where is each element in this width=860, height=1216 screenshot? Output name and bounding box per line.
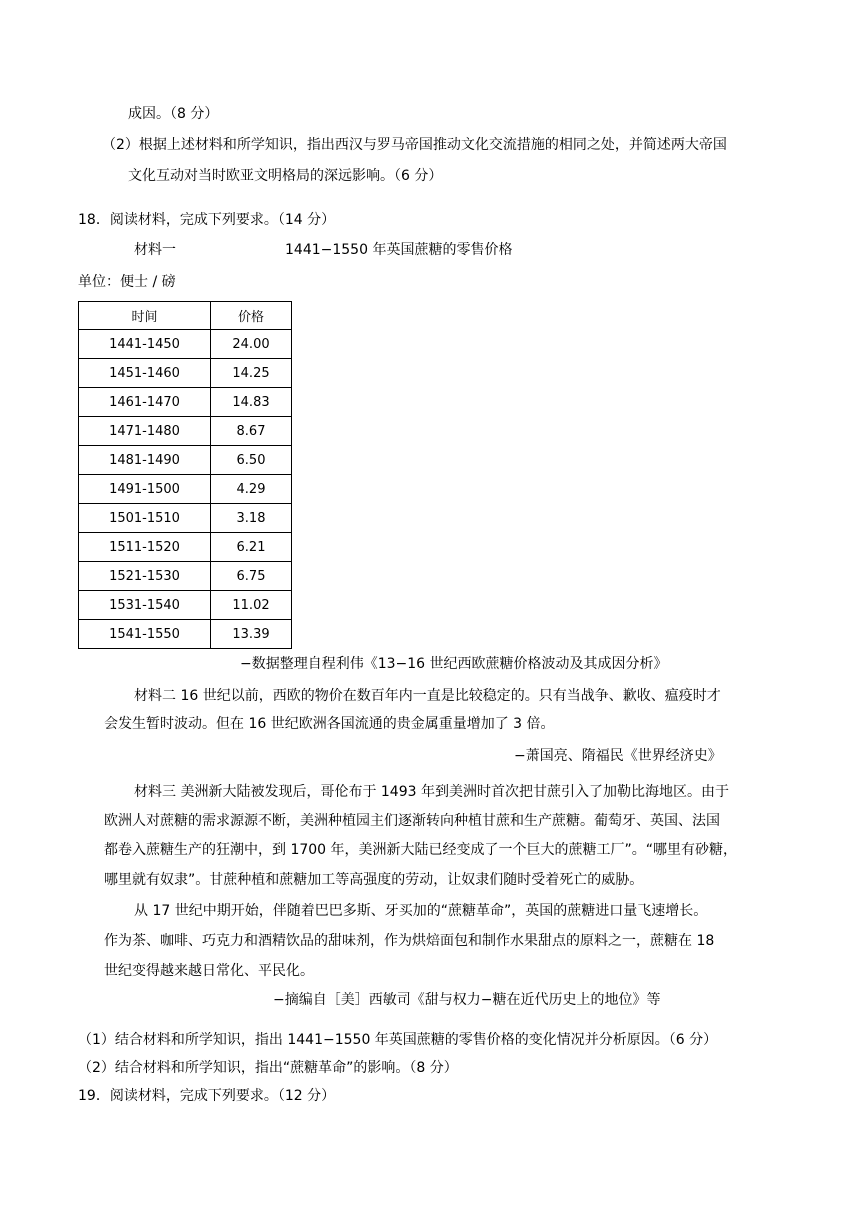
table-row bbox=[79, 562, 292, 591]
table-row bbox=[79, 475, 292, 504]
table-row bbox=[79, 359, 292, 388]
cell-price: 11.02 bbox=[211, 591, 292, 620]
material3-line6: 作为茶、咖啡、巧克力和酒精饮品的甜味剂，作为烘焙面包和制作水果甜点的原料之一，蔗糖在 18 bbox=[104, 933, 715, 949]
table-row bbox=[79, 446, 292, 475]
cell-price: 6.21 bbox=[211, 533, 292, 562]
q17-continuation: 成因。（8 分） bbox=[128, 106, 219, 122]
material3-line5: 从 17 世纪中期开始，伴随着巴巴多斯、牙买加的“蔗糖革命”，英国的蔗糖进口量飞速增长。 bbox=[134, 903, 708, 919]
cell-period: 1461-1470 bbox=[79, 388, 211, 417]
table-header-row bbox=[79, 302, 292, 330]
cell-price: 14.25 bbox=[211, 359, 292, 388]
unit-label: 单位：便士 / 磅 bbox=[78, 274, 176, 290]
q19-header: 19．阅读材料，完成下列要求。（12 分） bbox=[78, 1088, 336, 1104]
material3-line3: 都卷入蔗糖生产的狂潮中，到 1700 年，美洲新大陆已经变成了一个巨大的蔗糖工厂”。“哪里有砂糖， bbox=[104, 842, 738, 858]
cell-price: 6.50 bbox=[211, 446, 292, 475]
q17-sub2-line2: 文化互动对当时欧亚文明格局的深远影响。（6 分） bbox=[128, 168, 443, 184]
header-time: 时间 bbox=[79, 302, 211, 330]
cell-price: 13.39 bbox=[211, 620, 292, 649]
table-row bbox=[79, 388, 292, 417]
q18-sub2: （2）结合材料和所学知识，指出“蔗糖革命”的影响。（8 分） bbox=[78, 1060, 458, 1076]
material2-line1: 材料二 16 世纪以前，西欧的物价在数百年内一直是比较稳定的。只有当战争、歉收、瘟疫时才 bbox=[134, 688, 721, 704]
material3-source: −摘编自［美］西敏司《甜与权力−糖在近代历史上的地位》等 bbox=[273, 992, 661, 1008]
material3-line4: 哪里就有奴隶”。甘蔗种植和蔗糖加工等高强度的劳动，让奴隶们随时受着死亡的威胁。 bbox=[104, 872, 644, 888]
material3-line2: 欧洲人对蔗糖的需求源源不断，美洲种植园主们逐渐转向种植甘蔗和生产蔗糖。葡萄牙、英国、法国 bbox=[104, 813, 720, 829]
material1-title: 1441−1550 年英国蔗糖的零售价格 bbox=[285, 242, 513, 258]
cell-period: 1531-1540 bbox=[79, 591, 211, 620]
cell-price: 24.00 bbox=[211, 330, 292, 359]
cell-period: 1451-1460 bbox=[79, 359, 211, 388]
q18-sub1: （1）结合材料和所学知识，指出 1441−1550 年英国蔗糖的零售价格的变化情况并分析原因。（6 分） bbox=[78, 1032, 718, 1048]
cell-period: 1471-1480 bbox=[79, 417, 211, 446]
q17-sub2-line1: （2）根据上述材料和所学知识，指出西汉与罗马帝国推动文化交流措施的相同之处，并简述两大帝国 bbox=[102, 137, 727, 153]
cell-period: 1541-1550 bbox=[79, 620, 211, 649]
cell-period: 1521-1530 bbox=[79, 562, 211, 591]
table-row bbox=[79, 620, 292, 649]
q18-header: 18．阅读材料，完成下列要求。（14 分） bbox=[78, 212, 336, 228]
cell-price: 14.83 bbox=[211, 388, 292, 417]
cell-price: 4.29 bbox=[211, 475, 292, 504]
material2-line2: 会发生暂时波动。但在 16 世纪欧洲各国流通的贵金属重量增加了 3 倍。 bbox=[104, 716, 555, 732]
cell-price: 8.67 bbox=[211, 417, 292, 446]
cell-period: 1481-1490 bbox=[79, 446, 211, 475]
cell-period: 1491-1500 bbox=[79, 475, 211, 504]
cell-period: 1511-1520 bbox=[79, 533, 211, 562]
cell-period: 1501-1510 bbox=[79, 504, 211, 533]
table-row bbox=[79, 417, 292, 446]
material1-label: 材料一 bbox=[134, 242, 176, 258]
table-row bbox=[79, 330, 292, 359]
header-price: 价格 bbox=[211, 302, 292, 330]
material2-source: −萧国亮、隋福民《世界经济史》 bbox=[514, 748, 722, 764]
material3-line1: 材料三 美洲新大陆被发现后，哥伦布于 1493 年到美洲时首次把甘蔗引入了加勒比海地区。由于 bbox=[134, 784, 729, 800]
sugar-price-table bbox=[78, 301, 292, 649]
material1-source: −数据整理自程利伟《13−16 世纪西欧蔗糖价格波动及其成因分析》 bbox=[240, 656, 668, 672]
table-row bbox=[79, 591, 292, 620]
table-row bbox=[79, 533, 292, 562]
cell-period: 1441-1450 bbox=[79, 330, 211, 359]
cell-price: 6.75 bbox=[211, 562, 292, 591]
cell-price: 3.18 bbox=[211, 504, 292, 533]
table-row bbox=[79, 504, 292, 533]
material3-line7: 世纪变得越来越日常化、平民化。 bbox=[104, 963, 314, 979]
